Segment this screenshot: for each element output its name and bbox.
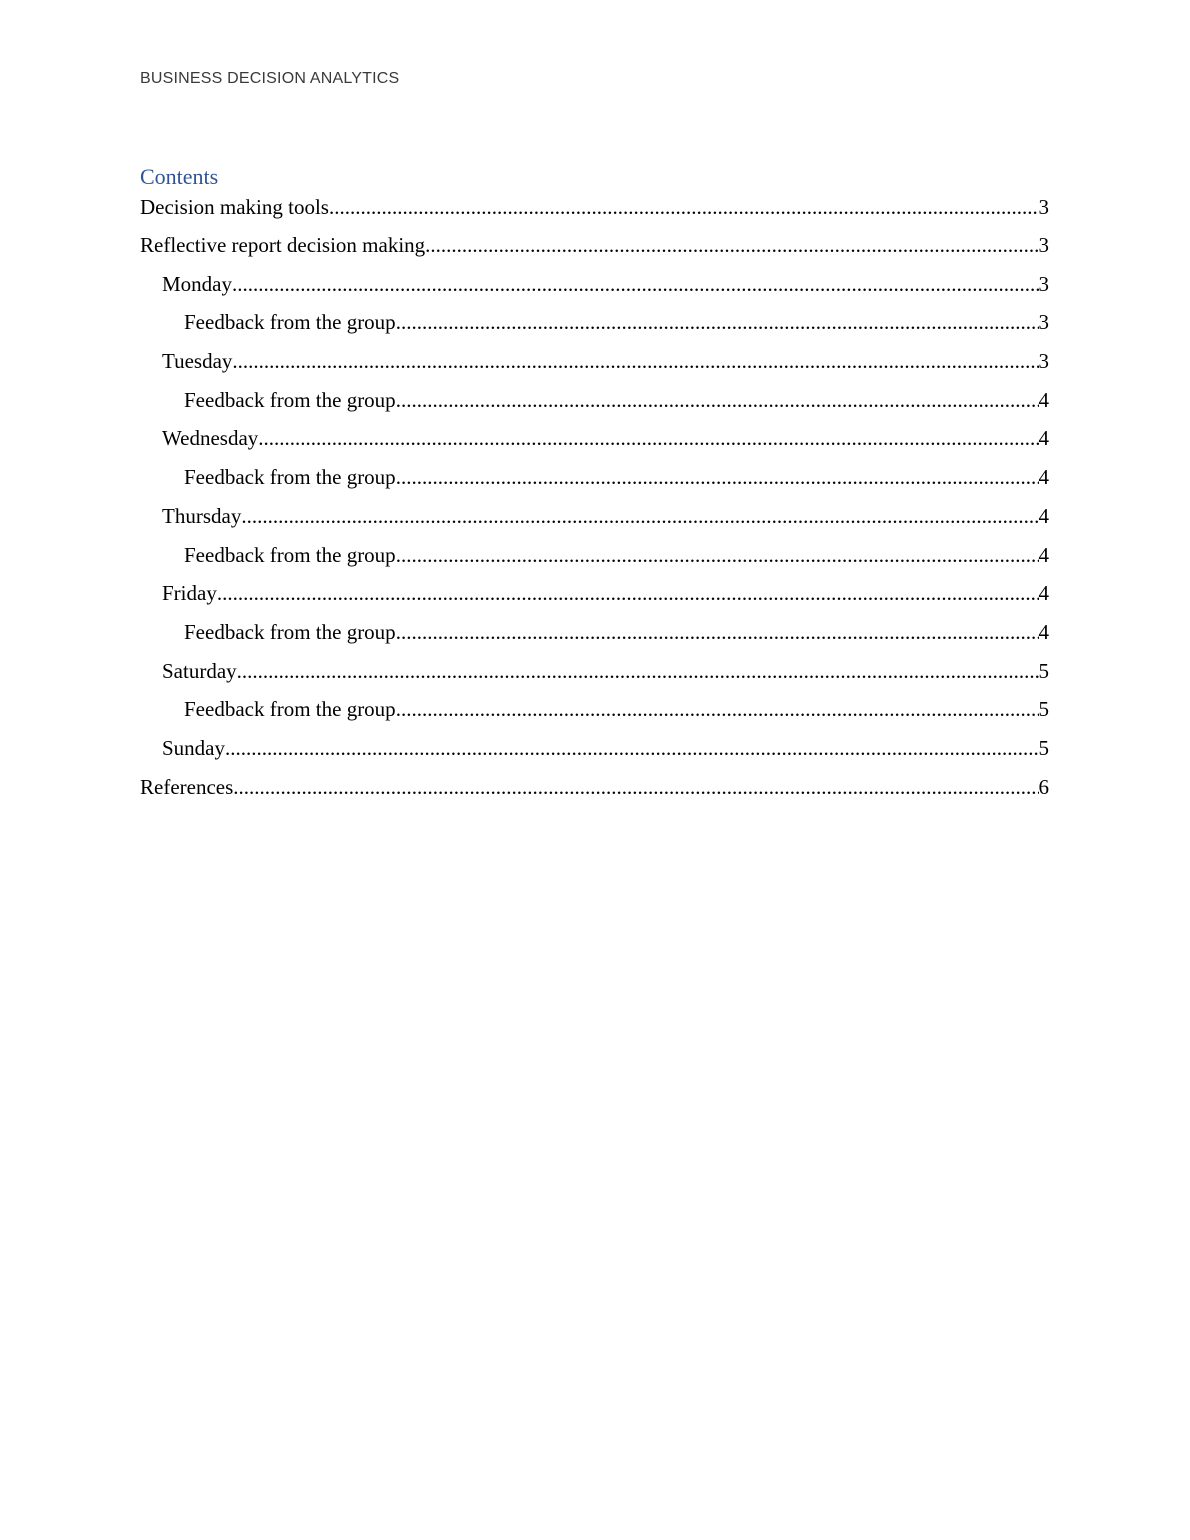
toc-dot-leader bbox=[232, 346, 1038, 376]
toc-entry-label: Feedback from the group bbox=[184, 387, 396, 412]
toc-dot-leader bbox=[396, 385, 1039, 415]
toc-entry[interactable] bbox=[140, 694, 1049, 733]
toc-list bbox=[140, 192, 1049, 810]
toc-entry-label: Feedback from the group bbox=[184, 542, 396, 567]
toc-entry[interactable] bbox=[140, 462, 1049, 501]
toc-entry-label: Saturday bbox=[162, 658, 237, 683]
toc-entry-label: Thursday bbox=[162, 503, 242, 528]
toc-entry-label: Feedback from the group bbox=[184, 310, 396, 335]
toc-entry[interactable] bbox=[140, 540, 1049, 579]
toc-title: Contents bbox=[140, 164, 219, 189]
toc-entry-label: Sunday bbox=[162, 735, 225, 760]
toc-dot-leader bbox=[258, 423, 1038, 453]
toc-entry-label: Decision making tools bbox=[140, 195, 329, 219]
toc-entry-page-number: 5 bbox=[1038, 658, 1049, 683]
toc-entry-page-number: 4 bbox=[1038, 426, 1049, 451]
toc-entry-page-number: 3 bbox=[1038, 349, 1049, 374]
toc-entry[interactable] bbox=[140, 423, 1049, 462]
toc-entry-page-number: 6 bbox=[1038, 774, 1049, 799]
toc-dot-leader bbox=[233, 772, 1038, 802]
toc-entry-label: Reflective report decision making bbox=[140, 233, 426, 257]
toc-entry[interactable] bbox=[140, 385, 1049, 424]
toc-entry[interactable] bbox=[140, 230, 1049, 269]
toc-entry[interactable] bbox=[140, 733, 1049, 772]
toc-entry[interactable] bbox=[140, 269, 1049, 308]
toc-entry-page-number: 5 bbox=[1038, 735, 1049, 760]
table-of-contents bbox=[140, 162, 1049, 810]
toc-dot-leader bbox=[396, 462, 1039, 492]
toc-entry-label: References bbox=[140, 774, 234, 799]
toc-dot-leader bbox=[329, 192, 1039, 222]
toc-entry-page-number: 4 bbox=[1038, 619, 1049, 644]
toc-entry-label: Wednesday bbox=[162, 426, 259, 451]
toc-dot-leader bbox=[396, 307, 1039, 337]
toc-entry-page-number: 3 bbox=[1038, 271, 1049, 296]
toc-entry[interactable] bbox=[140, 307, 1049, 346]
toc-entry-page-number: 4 bbox=[1038, 542, 1049, 567]
toc-entry-page-number: 3 bbox=[1038, 195, 1049, 219]
toc-entry-page-number: 3 bbox=[1038, 233, 1049, 257]
toc-entry[interactable] bbox=[140, 578, 1049, 617]
toc-entry[interactable] bbox=[140, 656, 1049, 695]
toc-dot-leader bbox=[396, 540, 1039, 570]
toc-entry-label: Feedback from the group bbox=[184, 619, 396, 644]
toc-dot-leader bbox=[396, 617, 1039, 647]
toc-entry-label: Friday bbox=[162, 581, 217, 606]
running-header: BUSINESS DECISION ANALYTICS bbox=[140, 70, 400, 87]
toc-entry-label: Feedback from the group bbox=[184, 465, 396, 490]
toc-entry-page-number: 3 bbox=[1038, 310, 1049, 335]
toc-entry-label: Feedback from the group bbox=[184, 697, 396, 722]
toc-entry-page-number: 4 bbox=[1038, 503, 1049, 528]
toc-entry[interactable] bbox=[140, 617, 1049, 656]
toc-dot-leader bbox=[217, 578, 1039, 608]
toc-dot-leader bbox=[225, 733, 1039, 763]
toc-entry-page-number: 4 bbox=[1038, 465, 1049, 490]
toc-entry-page-number: 5 bbox=[1038, 697, 1049, 722]
toc-dot-leader bbox=[241, 501, 1038, 531]
toc-dot-leader bbox=[396, 694, 1039, 724]
toc-entry[interactable] bbox=[140, 501, 1049, 540]
toc-dot-leader bbox=[425, 230, 1038, 260]
toc-dot-leader bbox=[237, 656, 1039, 686]
toc-entry-page-number: 4 bbox=[1038, 581, 1049, 606]
toc-entry[interactable] bbox=[140, 772, 1049, 811]
toc-entry[interactable] bbox=[140, 192, 1049, 230]
toc-entry-page-number: 4 bbox=[1038, 387, 1049, 412]
toc-dot-leader bbox=[232, 269, 1039, 299]
toc-entry[interactable] bbox=[140, 346, 1049, 385]
toc-entry-label: Monday bbox=[162, 271, 232, 296]
toc-entry-label: Tuesday bbox=[162, 349, 233, 374]
